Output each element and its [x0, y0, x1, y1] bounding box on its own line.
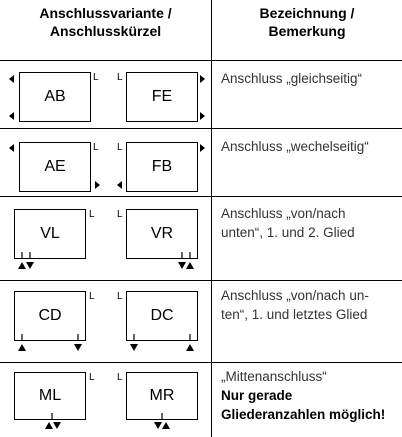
arrow-down-icon	[26, 262, 34, 269]
variant-code: ML	[38, 387, 62, 404]
arrow-down-icon	[53, 422, 61, 429]
variant-code: AB	[44, 88, 66, 105]
variant-code: DC	[150, 307, 174, 324]
corner-l-label: L	[93, 142, 99, 153]
variant-code: FB	[151, 158, 173, 175]
corner-l-label: L	[117, 372, 123, 383]
arrow-down-icon	[130, 344, 138, 351]
arrow-right-icon	[200, 144, 205, 152]
corner-l-label: L	[117, 291, 123, 302]
arrow-down-icon	[178, 262, 186, 269]
header-col1-line1: Anschlussvariante /	[39, 5, 172, 21]
variant-code: CD	[38, 307, 62, 324]
arrow-left-icon	[9, 75, 14, 83]
arrow-right-icon	[200, 112, 205, 120]
description-line: ten“, 1. und letztes Glied	[221, 307, 368, 322]
corner-l-label: L	[117, 209, 123, 220]
arrow-right-icon	[95, 181, 100, 189]
description-line: Anschluss „von/nach un-	[221, 288, 369, 303]
arrow-down-icon	[74, 344, 82, 351]
arrow-up-icon	[186, 344, 194, 351]
variant-code: FE	[151, 88, 173, 105]
description-line: „Mittenanschluss“	[221, 369, 327, 384]
header-col2-line2: Bemerkung	[268, 23, 346, 39]
corner-l-label: L	[93, 72, 99, 83]
description-note: Nur gerade Gliederanzahlen möglich!	[221, 388, 386, 422]
arrow-up-icon	[18, 344, 26, 351]
arrow-up-icon	[45, 422, 53, 429]
corner-l-label: L	[117, 142, 123, 153]
header-col1-line2: Anschlusskürzel	[49, 23, 162, 39]
arrow-down-icon	[154, 422, 162, 429]
variant-code: AE	[44, 158, 66, 175]
header-col2-line1: Bezeichnung /	[259, 5, 355, 21]
arrow-up-icon	[162, 422, 170, 429]
variant-code: VL	[40, 225, 60, 242]
arrow-left-icon	[9, 144, 14, 152]
description-line: unten“, 1. und 2. Glied	[221, 225, 355, 240]
description: Anschluss „wechelseitig“	[221, 139, 369, 154]
corner-l-label: L	[117, 72, 123, 83]
description-line: Anschluss „von/nach	[221, 206, 346, 221]
corner-l-label: L	[89, 372, 95, 383]
arrow-up-icon	[186, 262, 194, 269]
description: Anschluss „gleichseitig“	[221, 71, 363, 86]
arrow-left-icon	[9, 112, 14, 120]
corner-l-label: L	[89, 209, 95, 220]
variant-code: VR	[150, 225, 174, 242]
arrow-up-icon	[18, 262, 26, 269]
corner-l-label: L	[89, 291, 95, 302]
variant-code: MR	[149, 387, 175, 404]
arrow-left-icon	[117, 181, 122, 189]
arrow-right-icon	[200, 75, 205, 83]
